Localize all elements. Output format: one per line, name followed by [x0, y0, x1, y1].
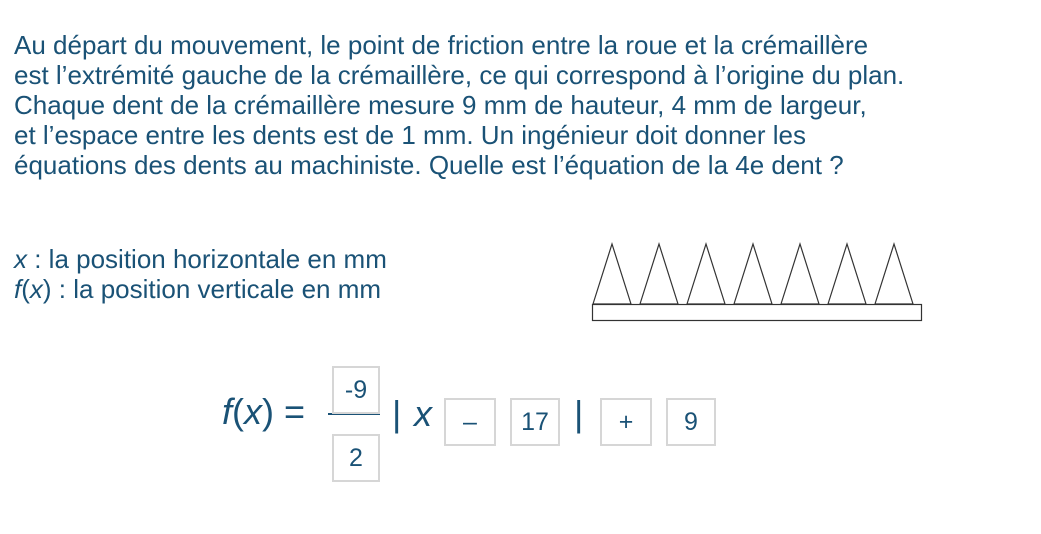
- x-symbol: x: [14, 244, 27, 274]
- question-line: équations des dents au machiniste. Quelle est l’équation de la 4e dent ?: [14, 150, 844, 180]
- fx-open-paren: (: [21, 274, 30, 304]
- sign-select-1[interactable]: –: [444, 398, 496, 446]
- function-label: [222, 392, 305, 432]
- close-paren: ): [262, 391, 275, 432]
- fx-description: : la position verticale en mm: [51, 274, 382, 304]
- constant-input-2[interactable]: 9: [666, 398, 716, 446]
- abs-open-bar: |: [392, 393, 402, 434]
- sign-select-2[interactable]: +: [600, 398, 652, 446]
- open-paren: (: [232, 391, 245, 432]
- f-symbol: f: [222, 391, 233, 432]
- numerator-input[interactable]: -9: [332, 366, 380, 414]
- question-line: Au départ du mouvement, le point de friction entre la roue et la crémaillère: [14, 30, 869, 60]
- fx-x-symbol: x: [29, 274, 43, 304]
- abs-close-bar: |: [574, 393, 584, 434]
- question-line: Chaque dent de la crémaillère mesure 9 mm de hauteur, 4 mm de largeur,: [14, 90, 867, 120]
- variable-x: x: [414, 393, 432, 434]
- question-line: est l’extrémité gauche de la crémaillère, ce qui correspond à l’origine du plan.: [14, 60, 905, 90]
- denominator-input[interactable]: 2: [332, 434, 380, 482]
- constant-input-1[interactable]: 17: [510, 398, 560, 446]
- question-line: et l’espace entre les dents est de 1 mm. Un ingénieur doit donner les: [14, 120, 807, 150]
- equals-sign: =: [274, 391, 306, 432]
- x-description: : la position horizontale en mm: [27, 244, 387, 274]
- x-symbol: x: [244, 391, 263, 432]
- fx-close-paren: ): [42, 274, 52, 304]
- fx-symbol: f: [14, 274, 22, 304]
